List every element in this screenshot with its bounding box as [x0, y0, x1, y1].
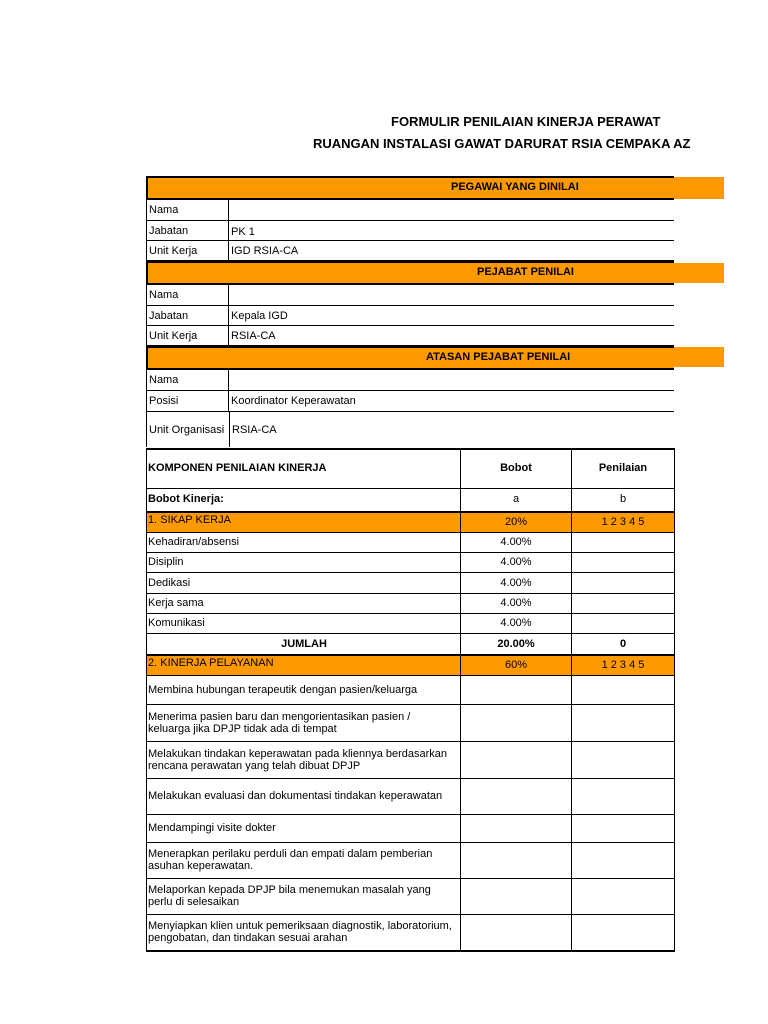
- info-label: Nama: [146, 200, 229, 220]
- penilaian-cell: b: [619, 493, 627, 505]
- form-subtitle: RUANGAN INSTALASI GAWAT DARURAT RSIA CEMPAKA AZ: [313, 136, 691, 151]
- penilaian-cell: [572, 675, 674, 704]
- info-label: Nama: [146, 285, 229, 305]
- criteria-row-label: Melakukan evaluasi dan dokumentasi tindakan keperawatan: [148, 790, 443, 802]
- bobot-cell: [461, 878, 571, 914]
- criteria-row-label: Kerja sama: [148, 597, 204, 609]
- penilaian-cell: [572, 532, 674, 552]
- bobot-cell: [461, 675, 571, 704]
- bobot-cell: 4.00%: [500, 536, 532, 548]
- row-divider: [146, 950, 675, 952]
- penilaian-cell: [572, 741, 674, 778]
- header-extension: [674, 177, 724, 199]
- bobot-cell: 20%: [504, 515, 528, 528]
- column-divider: [674, 448, 675, 950]
- bobot-cell: 20.00%: [497, 637, 535, 650]
- penilaian-cell: [572, 704, 674, 741]
- bobot-cell: [461, 842, 571, 878]
- bobot-cell: [461, 741, 571, 778]
- penilaian-cell: [572, 914, 674, 950]
- bobot-cell: [461, 704, 571, 741]
- column-divider: [146, 448, 147, 950]
- info-value: [230, 285, 231, 305]
- bobot-cell: 4.00%: [500, 597, 532, 609]
- criteria-row-label: Melakukan tindakan keperawatan pada kliennya berdasarkan rencana perawatan yang telah dibuat DPJP: [148, 747, 448, 772]
- penilaian-cell: [572, 613, 674, 633]
- criteria-row-label: Menerima pasien baru dan mengorientasikan pasien / keluarga jika DPJP tidak ada di tempat: [148, 710, 411, 735]
- info-row-unit-kerja: [146, 241, 674, 261]
- penilaian-cell: [572, 593, 674, 613]
- penilaian-cell: [572, 778, 674, 814]
- criteria-row-label: Kehadiran/absensi: [148, 536, 240, 548]
- info-label: Posisi: [146, 391, 229, 411]
- bobot-cell: 4.00%: [500, 576, 532, 589]
- bobot-row-label: Bobot Kinerja:: [148, 493, 224, 505]
- section-header-label: PEGAWAI YANG DINILAI: [451, 181, 579, 193]
- info-value: [230, 370, 231, 390]
- bobot-cell: 4.00%: [500, 617, 532, 629]
- info-value: RSIA-CA: [232, 423, 277, 436]
- info-row-nama: [146, 200, 674, 221]
- info-value: Kepala IGD: [231, 309, 288, 322]
- column-divider: [571, 448, 572, 950]
- info-label: Jabatan: [146, 306, 229, 325]
- criteria-row-label: Melaporkan kepada DPJP bila menemukan masalah yang perlu di selesaikan: [148, 884, 431, 908]
- info-row-jabatan: [146, 221, 674, 241]
- section-header-atasan: [146, 346, 674, 370]
- header-extension: [674, 347, 724, 367]
- info-label: Unit Organisasi: [146, 412, 230, 447]
- bobot-cell: [461, 778, 571, 814]
- header-extension: [674, 263, 724, 283]
- penilaian-cell: [572, 572, 674, 593]
- penilaian-cell: [572, 814, 674, 842]
- info-row-nama: [146, 285, 674, 306]
- criteria-row-label: Menyiapkan klien untuk pemeriksaan diagnostik, laboratorium, pengobatan, dan tindakan sesuai arahan: [148, 920, 452, 944]
- section-header-pegawai: [146, 176, 674, 200]
- column-divider: [460, 448, 461, 950]
- penilaian-cell: [572, 878, 674, 914]
- penilaian-cell: [572, 552, 674, 572]
- criteria-row-label: Disiplin: [148, 556, 184, 568]
- table-header-label: KOMPONEN PENILAIAN KINERJA: [148, 462, 327, 474]
- bobot-cell: [461, 914, 571, 950]
- section-header-label: ATASAN PEJABAT PENILAI: [426, 351, 571, 363]
- section-row-label: 1. SIKAP KERJA: [148, 514, 231, 526]
- penilaian-cell: 0: [619, 637, 627, 650]
- info-label: Unit Kerja: [146, 326, 229, 345]
- bobot-cell: Bobot: [500, 462, 532, 474]
- criteria-row-label: Mendampingi visite dokter: [148, 822, 276, 834]
- info-row-unit-kerja: [146, 326, 674, 346]
- bobot-cell: 4.00%: [500, 556, 532, 568]
- info-value: Koordinator Keperawatan: [231, 395, 356, 407]
- section-header-label: PEJABAT PENILAI: [477, 266, 574, 278]
- penilaian-cell: Penilaian: [598, 462, 648, 474]
- info-value: PK 1: [231, 226, 255, 238]
- bobot-cell: 60%: [504, 658, 528, 671]
- criteria-row-label: Komunikasi: [148, 617, 205, 629]
- info-row-jabatan: [146, 306, 674, 326]
- bobot-cell: a: [512, 493, 520, 505]
- info-label: Jabatan: [146, 221, 229, 240]
- info-row-nama: [146, 370, 674, 391]
- criteria-row-label: Menerapkan perilaku perduli dan empati dalam pemberian asuhan keperawatan.: [148, 848, 433, 872]
- info-row-posisi: [146, 391, 674, 412]
- penilaian-cell: 1 2 3 4 5: [601, 658, 645, 671]
- penilaian-cell: 1 2 3 4 5: [601, 515, 645, 528]
- criteria-row-label: Membina hubungan terapeutik dengan pasien/keluarga: [148, 683, 418, 696]
- section-row-label: 2. KINERJA PELAYANAN: [148, 657, 274, 669]
- info-value: [230, 200, 231, 220]
- section-header-pejabat: [146, 261, 674, 285]
- criteria-row-label: Dedikasi: [148, 576, 191, 589]
- total-row-label: JUMLAH: [281, 637, 327, 650]
- form-title: FORMULIR PENILAIAN KINERJA PERAWAT: [391, 114, 661, 129]
- info-value: IGD RSIA-CA: [231, 244, 299, 257]
- info-label: Unit Kerja: [146, 241, 229, 260]
- info-value: RSIA-CA: [231, 329, 276, 342]
- bobot-cell: [461, 814, 571, 842]
- info-row-unit-organisasi: [146, 412, 674, 447]
- info-label: Nama: [146, 370, 229, 390]
- penilaian-cell: [572, 842, 674, 878]
